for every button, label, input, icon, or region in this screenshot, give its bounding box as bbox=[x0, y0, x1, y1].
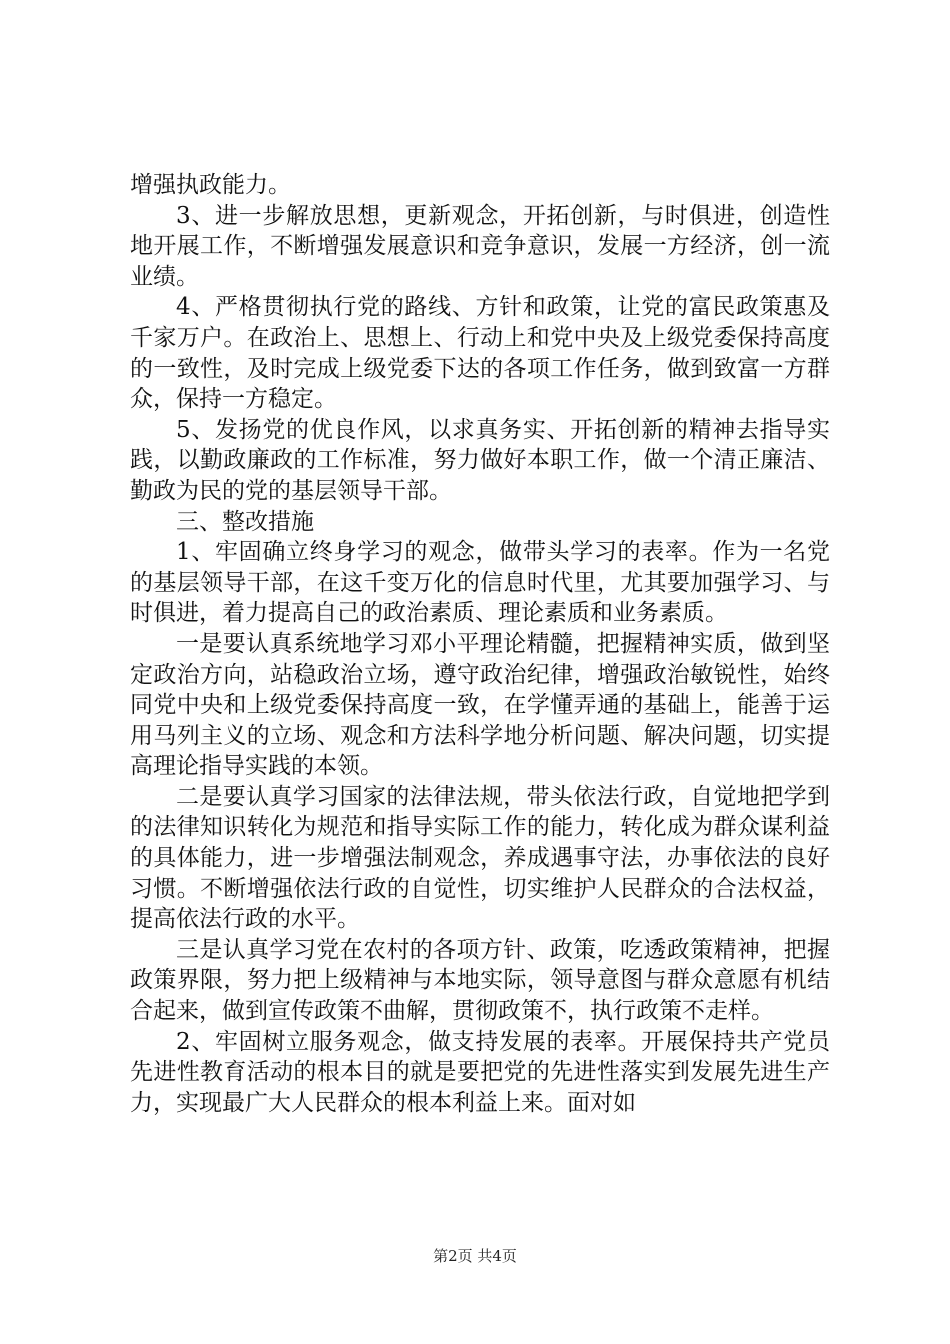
paragraph-measure-1: 1、牢固确立终身学习的观念，做带头学习的表率。作为一名党的基层领导干部，在这千变万化的信息时代里，尤其要加强学习、与时俱进，着力提高自己的政治素质、理论素质和业务素质。 bbox=[130, 539, 830, 627]
paragraph-measure-1-a: 一是要认真系统地学习邓小平理论精髓，把握精神实质，做到坚定政治方向，站稳政治立场，遵守政治纪律，增强政治敏锐性，始终同党中央和上级党委保持高度一致，在学懂弄通的基础上，能善于运用马列主义的立场、观念和方法科学地分析问题、解决问题，切实提高理论指导实践的本领。 bbox=[130, 630, 830, 780]
paragraph-item-4: 4、严格贯彻执行党的路线、方针和政策，让党的富民政策惠及千家万户。在政治上、思想上、行动上和党中央及上级党委保持高度的一致性，及时完成上级党委下达的各项工作任务，做到致富一方群众，保持一方稳定。 bbox=[130, 294, 830, 413]
paragraph-continuation: 增强执政能力。 bbox=[130, 172, 291, 198]
paragraph-measure-2: 2、牢固树立服务观念，做支持发展的表率。开展保持共产党员先进性教育活动的根本目的就是要把党的先进性落实到发展先进生产力，实现最广大人民群众的根本利益上来。面对如 bbox=[130, 1028, 830, 1116]
document-body bbox=[130, 170, 830, 1118]
paragraph-measure-1-c: 三是认真学习党在农村的各项方针、政策，吃透政策精神，把握政策界限，努力把上级精神与本地实际，领导意图与群众意愿有机结合起来，做到宣传政策不曲解，贯彻政策不，执行政策不走样。 bbox=[130, 936, 830, 1025]
paragraph-item-5: 5、发扬党的优良作风，以求真务实、开拓创新的精神去指导实践，以勤政廉政的工作标准，努力做好本职工作，做一个清正廉洁、勤政为民的党的基层领导干部。 bbox=[130, 416, 830, 504]
paragraph-measure-1-b: 二是要认真学习国家的法律法规，带头依法行政，自觉地把学到的法律知识转化为规范和指导实际工作的能力，转化成为群众谋利益的具体能力，进一步增强法制观念，养成遇事守法，办事依法的良好习惯。不断增强依法行政的自觉性，切实维护人民群众的合法权益，提高依法行政的水平。 bbox=[130, 783, 830, 933]
page-number-footer: 第2页 共4页 bbox=[433, 1247, 517, 1265]
paragraph-item-3: 3、进一步解放思想，更新观念，开拓创新，与时俱进，创造性地开展工作，不断增强发展意识和竞争意识，发展一方经济，创一流业绩。 bbox=[130, 202, 830, 290]
section-heading: 三、整改措施 bbox=[176, 508, 314, 535]
